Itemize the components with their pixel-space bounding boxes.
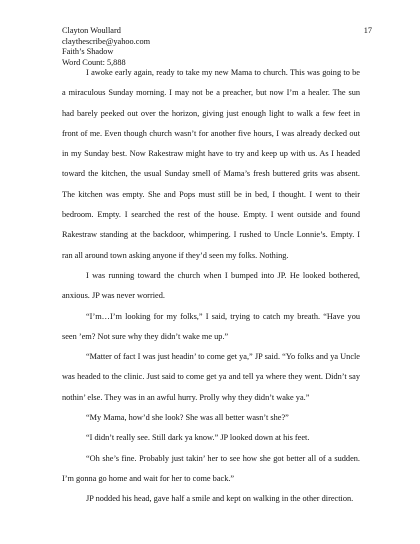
- author-email: claythescribe@yahoo.com: [62, 36, 151, 46]
- paragraph: JP nodded his head, gave half a smile and kept on walking in the other direction.: [86, 494, 354, 504]
- paragraph: I awoke early again, ready to take my new Mama to church. This was going to be a miraculous Sunday morning. I may not be a preacher, but now I’m a healer. The sun had barely peeked out over the horizon, giving just enough light to walk a few feet in front of me. Even though church wasn’t for another five hours, I was already decked out in my Sunday best. Now Rakestraw might have to try and keep up with us. As I headed toward the kitchen, the usual Sunday smell of Mama’s fresh buttered grits was absent. The kitchen was empty. She and Pops must still be in bed, I thought. I went to their bedroom. Empty. I searched the rest of the house. Empty. I went outside and found Rakestraw standing at the backdoor, whimpering. I rushed to Uncle Lonnie’s. Empty. I ran all around town asking anyone if they’d seen my folks. Nothing.: [62, 68, 360, 260]
- page-number: 17: [363, 26, 372, 35]
- manuscript-title: Faith’s Shadow: [62, 47, 114, 57]
- paragraph: “I’m…I’m looking for my folks,” I said, trying to catch my breath. “Have you seen ’em? Not sure why they didn’t wake me up.”: [62, 311, 360, 341]
- paragraph: “Oh she’s fine. Probably just takin’ her to see how she got better all of a sudden. I’m gonna go home and wait for her to come back.”: [62, 453, 360, 483]
- word-count: Word Count: 5,888: [62, 57, 126, 67]
- paragraph: I was running toward the church when I bumped into JP. He looked bothered, anxious. JP was never worried.: [62, 270, 360, 301]
- author-name: Clayton Woullard: [62, 26, 121, 35]
- paragraph: “My Mama, how’d she look? She was all better wasn’t she?”: [86, 413, 289, 423]
- paragraph: “Matter of fact I was just headin’ to come get ya,” JP said. “Yo folks and ya Uncle was headed to the clinic. Just said to come get ya and tell ya where they went. Didn’t say nothin’ else. They was in an awful hurry. Prolly why they didn’t wake ya.”: [62, 352, 360, 402]
- story-body: [62, 63, 360, 510]
- paragraph: “I didn’t really see. Still dark ya know.” JP looked down at his feet.: [86, 433, 310, 443]
